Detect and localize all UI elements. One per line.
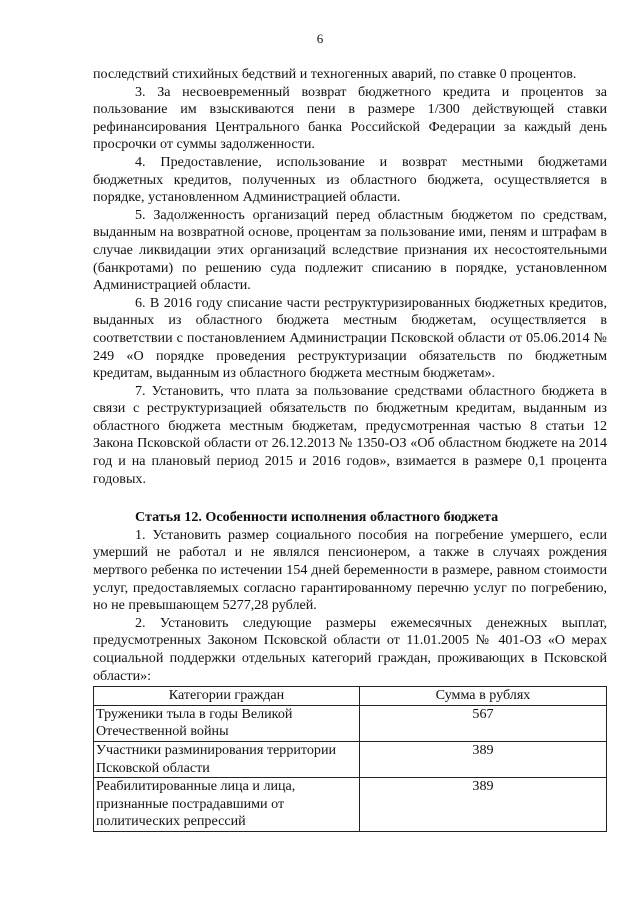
header-category: Категории граждан: [94, 687, 360, 706]
row-amount: 567: [360, 705, 607, 741]
article-paragraph-2: 2. Установить следующие размеры ежемесячных денежных выплат, предусмотренных Законом Псковской области от 11.01.2005 № 401-ОЗ «О мерах социальной поддержки отдельных категорий граждан, проживающих в Псковской области»:: [93, 614, 607, 684]
row-category: [94, 741, 360, 777]
category-line: Участники разминирования территории: [96, 741, 337, 758]
paragraph-item-3: 3. За несвоевременный возврат бюджетного кредита и процентов за пользование им взыскиваются пени в размере 1/300 действующей ставки рефинансирования Центрального банка Российской Федерации за каждый день просрочки от суммы задолженности.: [93, 83, 607, 153]
table-row: [94, 778, 607, 832]
category-line: Псковской области: [96, 759, 210, 776]
row-category: [94, 705, 360, 741]
row-category: [94, 778, 360, 832]
article-paragraph-1: 1. Установить размер социального пособия на погребение умершего, если умерший не работал и не являлся пенсионером, а также в случаях рождения мертвого ребенка по истечении 154 дней беременности в размере, равном стоимости услуг, предоставляемых согласно гарантированному перечню услуг по погребению, но не превышающем 5277,28 рублей.: [93, 526, 607, 614]
header-amount: Сумма в рублях: [360, 687, 607, 706]
row-amount: 389: [360, 741, 607, 777]
table-header-row: [94, 687, 607, 706]
article-heading: Статья 12. Особенности исполнения областного бюджета: [135, 509, 499, 526]
paragraph-item-4: 4. Предоставление, использование и возврат местными бюджетами бюджетных кредитов, полученных из областного бюджета, осуществляется в порядке, установленном Администрацией области.: [93, 153, 607, 206]
category-line: Отечественной войны: [96, 723, 229, 740]
payments-table: [93, 686, 607, 832]
category-line: Реабилитированные лица и лица,: [96, 778, 296, 795]
paragraph-item-7: 7. Установить, что плата за пользование средствами областного бюджета в связи с реструктуризацией обязательств по бюджетным кредитам, выданным из областного бюджета местным бюджетам, предусмотренная частью 8 статьи 12 Закона Псковской области от 26.12.2013 № 1350-ОЗ «Об областном бюджете на 2014 год и на плановый период 2015 и 2016 годов», взимается в размере 0,1 процента годовых.: [93, 382, 607, 487]
table-row: [94, 741, 607, 777]
page-number: 6: [316, 31, 324, 46]
table-row: [94, 705, 607, 741]
category-line: политических репрессий: [96, 813, 246, 830]
paragraph-item-5: 5. Задолженность организаций перед областным бюджетом по средствам, выданным на возвратной основе, процентам за пользование ими, пеням и штрафам в случае ликвидации этих организаций вследствие признания их несостоятельными (банкротами) по решению суда подлежит списанию в порядке, установленном Администрацией области.: [93, 206, 607, 294]
paragraph-continuation: последствий стихийных бедствий и техногенных аварий, по ставке 0 процентов.: [93, 66, 577, 82]
category-line: Труженики тыла в годы Великой: [96, 705, 293, 722]
category-line: признанные пострадавшими от: [96, 795, 285, 812]
paragraph-item-6: 6. В 2016 году списание части реструктуризированных бюджетных кредитов, выданных из областного бюджета местным бюджетам, осуществляется в соответствии с постановлением Администрации Псковской области от 05.06.2014 № 249 «О порядке проведения реструктуризации обязательств по бюджетным кредитам, выданным из областного бюджета местным бюджетам».: [93, 294, 607, 382]
document-body: [93, 66, 607, 832]
row-amount: 389: [360, 778, 607, 832]
